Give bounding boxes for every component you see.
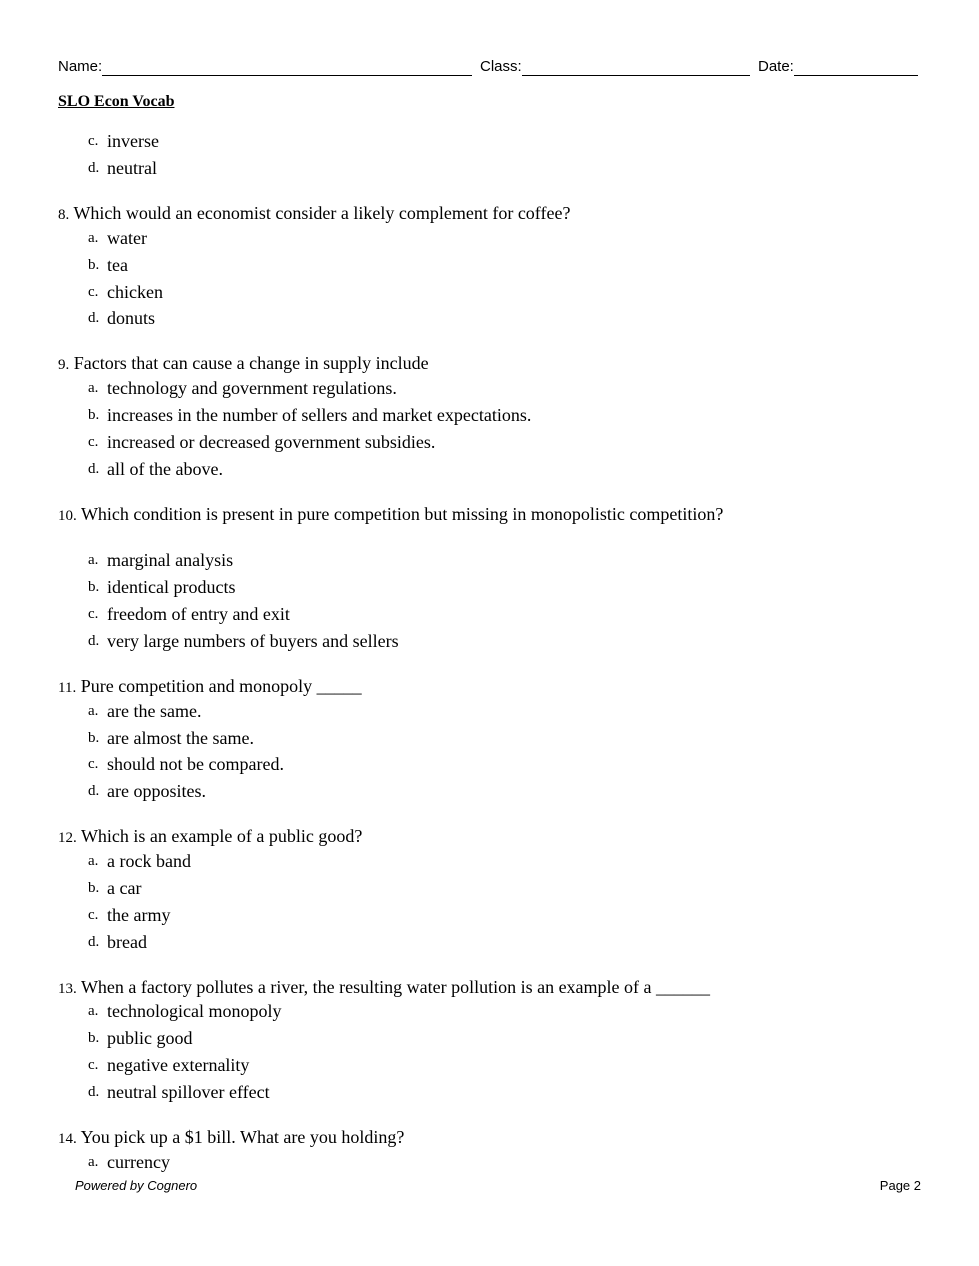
choice-letter: c. [88, 434, 99, 450]
name-field [58, 58, 472, 76]
choice-text: marginal analysis [107, 550, 234, 570]
name-label: Name: [58, 58, 103, 75]
choice-item [88, 431, 435, 453]
choice-item [88, 1000, 281, 1022]
choice-text: bread [107, 932, 147, 952]
name-blank [102, 58, 472, 76]
choice-item [88, 576, 235, 598]
choice-text: freedom of entry and exit [107, 604, 290, 624]
choice-text: neutral spillover effect [107, 1082, 270, 1102]
question-13 [58, 976, 710, 1000]
choice-item [88, 377, 397, 399]
choice-text: all of the above. [107, 459, 223, 479]
choice-letter: c. [88, 907, 99, 923]
page-title: SLO Econ Vocab [58, 93, 175, 110]
choice-text: are the same. [107, 701, 202, 721]
choice-letter: a. [88, 552, 99, 568]
date-field [758, 58, 918, 76]
choice-text: tea [107, 255, 128, 275]
choice-item [88, 130, 159, 152]
choice-text: are opposites. [107, 781, 206, 801]
choice-letter: b. [88, 730, 100, 746]
question-text: You pick up a $1 bill. What are you holding? [80, 1127, 405, 1147]
choice-text: very large numbers of buyers and sellers [107, 631, 399, 651]
choice-text: neutral [107, 158, 157, 178]
choice-text: public good [107, 1028, 193, 1048]
choice-item [88, 931, 147, 953]
choice-text: identical products [107, 577, 236, 597]
choice-text: a car [107, 878, 142, 898]
choice-item [88, 458, 223, 480]
choice-letter: c. [88, 284, 99, 300]
choice-letter: d. [88, 633, 100, 649]
question-text: Which is an example of a public good? [80, 826, 363, 846]
choice-item [88, 850, 191, 872]
class-blank [522, 58, 750, 76]
question-9 [58, 352, 429, 376]
choice-letter: b. [88, 1030, 100, 1046]
choice-letter: a. [88, 853, 99, 869]
choice-text: inverse [107, 131, 159, 151]
question-text: Factors that can cause a change in supply include [73, 353, 429, 373]
choice-text: the army [107, 905, 171, 925]
question-8 [58, 202, 570, 226]
choice-letter: a. [88, 1003, 99, 1019]
choice-item [88, 904, 170, 926]
choice-text: increased or decreased government subsidies. [107, 432, 436, 452]
choice-item [88, 780, 206, 802]
choice-text: technological monopoly [107, 1001, 282, 1021]
question-number: 11. [58, 680, 77, 696]
choice-letter: d. [88, 934, 100, 950]
choice-item [88, 1081, 270, 1103]
choice-item [88, 1054, 249, 1076]
question-12 [58, 825, 362, 849]
choice-text: should not be compared. [107, 754, 284, 774]
choice-item [88, 549, 233, 571]
choice-letter: b. [88, 579, 100, 595]
choice-item [88, 630, 399, 652]
choice-letter: d. [88, 160, 100, 176]
choice-letter: b. [88, 407, 100, 423]
choice-item [88, 227, 147, 249]
choice-letter: a. [88, 380, 99, 396]
choice-item [88, 700, 201, 722]
choice-letter: c. [88, 1057, 99, 1073]
choice-text: technology and government regulations. [107, 378, 397, 398]
choice-item [88, 877, 141, 899]
choice-item [88, 727, 254, 749]
question-number: 12. [58, 830, 77, 846]
class-field [480, 58, 750, 76]
choice-item [88, 307, 155, 329]
choice-text: chicken [107, 282, 163, 302]
choice-letter: c. [88, 606, 99, 622]
class-label: Class: [480, 58, 522, 75]
choice-item [88, 404, 531, 426]
question-14 [58, 1126, 404, 1150]
choice-item [88, 1151, 170, 1173]
choice-item [88, 603, 290, 625]
choice-text: donuts [107, 308, 156, 328]
choice-letter: b. [88, 880, 100, 896]
choice-text: a rock band [107, 851, 191, 871]
question-11 [58, 675, 362, 699]
choice-letter: a. [88, 230, 99, 246]
question-text: Pure competition and monopoly _____ [80, 676, 362, 696]
choice-letter: c. [88, 756, 99, 772]
choice-item [88, 281, 163, 303]
choice-text: negative externality [107, 1055, 250, 1075]
choice-text: are almost the same. [107, 728, 254, 748]
choice-letter: a. [88, 1154, 99, 1170]
choice-letter: a. [88, 703, 99, 719]
choice-letter: d. [88, 310, 100, 326]
question-number: 14. [58, 1131, 77, 1147]
powered-by-text: Powered by Cognero [75, 1178, 198, 1193]
question-text: Which would an economist consider a likely complement for coffee? [73, 203, 571, 223]
choice-text: currency [107, 1152, 170, 1172]
choice-item [88, 157, 157, 179]
date-label: Date: [758, 58, 794, 75]
choice-item [88, 753, 284, 775]
choice-item [88, 254, 128, 276]
choice-text: increases in the number of sellers and market expectations. [107, 405, 532, 425]
question-number: 9. [58, 357, 70, 373]
page-number: Page 2 [879, 1178, 921, 1193]
question-text: When a factory pollutes a river, the resulting water pollution is an example of a ______ [80, 977, 711, 997]
choice-letter: d. [88, 783, 100, 799]
question-text: Which condition is present in pure competition but missing in monopolistic competition? [80, 504, 724, 524]
choice-letter: d. [88, 1084, 100, 1100]
question-number: 10. [58, 508, 77, 524]
question-10 [58, 503, 723, 527]
choice-text: water [107, 228, 147, 248]
choice-letter: c. [88, 133, 99, 149]
choice-letter: d. [88, 461, 100, 477]
question-number: 8. [58, 207, 70, 223]
choice-item [88, 1027, 193, 1049]
choice-letter: b. [88, 257, 100, 273]
question-number: 13. [58, 981, 77, 997]
date-blank [794, 58, 918, 76]
